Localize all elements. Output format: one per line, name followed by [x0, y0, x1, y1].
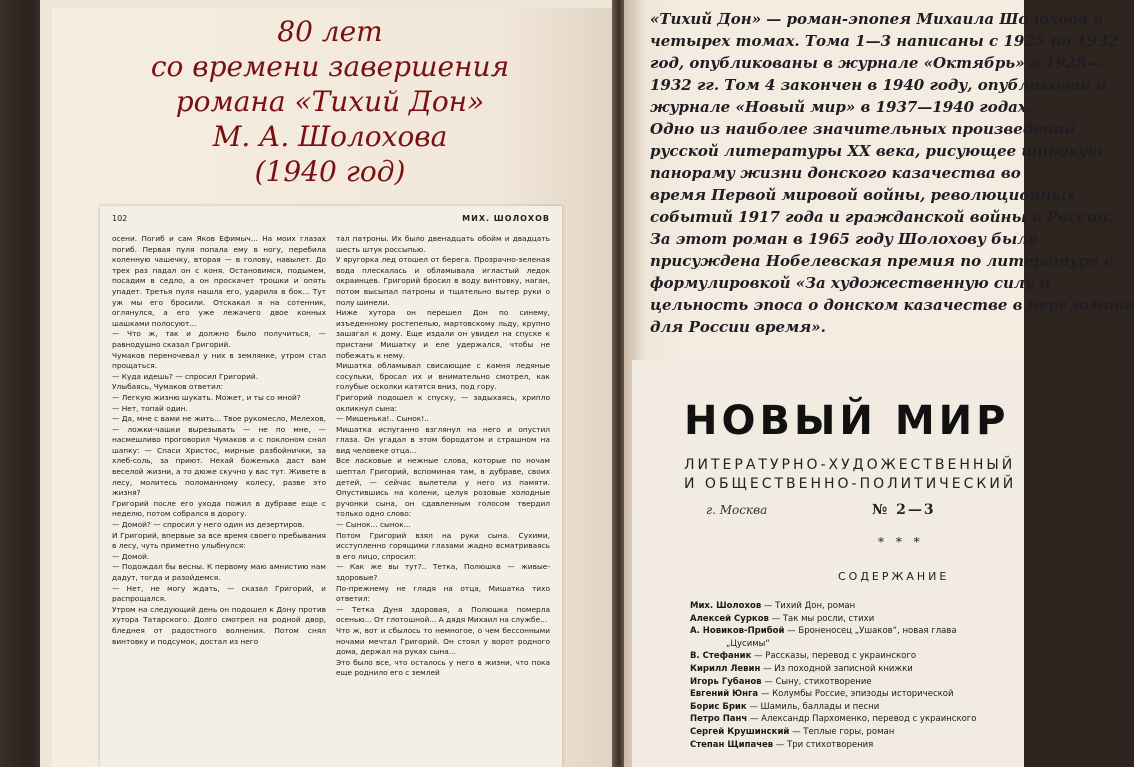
- toc-author: Сергей Крушинский: [690, 726, 790, 737]
- toc-row: [690, 688, 1024, 701]
- desc-line: для России время».: [650, 318, 826, 336]
- title-line: со времени завершения: [150, 50, 510, 83]
- desc-line: событий 1917 года и гражданской войны в России.: [650, 208, 1114, 226]
- toc-row: [690, 726, 1024, 739]
- toc-row: [690, 739, 1024, 752]
- text-column-left: осени. Погиб и сам Яков Ефимыч... На моих глазах погиб. Первая пуля попала ему в ногу, перебила коленную чашечку, вторая — в голову, навылет. До трех раз падал он с коня. Остановимся, подымем, посадим в седло, а он проскачет трошки и опять упадет. Третья пуля нашла его, ударила в бок... Тут уж мы его бросили. Отскакал я на сотенник, оглянулся, а его уже лежачего двое конных шашками полосуют... — Что ж, так и должно было получиться, — равнодушно сказал Григорий. Чумаков переночевал у них в землянке, утром стал прощаться. — Куда идешь? — спросил Григорий. Улыбаясь, Чумаков ответил: — Легкую жизню шукать. Может, и ты со мной? — Нет, топай один. — Да, мне с вами не жить... Твое рукомесло, Мелехов, — ложки-чашки вырезывать — не по мне, — насмешливо проговорил Чумаков и с поклоном снял шапку: — Спаси Христос, мирные разбойнички, за хлеб-соль, за приют. Нехай боженька даст вам веселой жизни, а то дюже скучно у вас тут. Живете в лесу, молитесь поломанному колесу, разве это жизня? Григорий после его ухода пожил в дубраве еще с неделю, потом собрался в дорогу. — Домой? — спросил у него один из дезертиров. И Григорий, впервые за все время своего пребывания в лесу, чуть приметно улыбнулся: — Домой. — Подождал бы весны. К первому маю амнистию нам дадут, тогда и разойдемся. — Нет, не могу ждать, — сказал Григорий, и распрощался. Утром на следующий день он подошел к Дону против хутора Татарского. Долго смотрел на родной двор, бледнея от радостного волнения. Потом снял винтовку и подсумок, достал из него: [112, 234, 326, 646]
- toc-work: „Цусимы“: [726, 638, 770, 649]
- magazine-issue: № 2—3: [872, 502, 936, 518]
- toc-row: [690, 625, 1024, 638]
- table-of-contents: [690, 600, 1024, 751]
- contents-heading: СОДЕРЖАНИЕ: [838, 570, 950, 583]
- toc-work: — Из походной записной книжки: [763, 663, 913, 674]
- desc-line: русской литературы XX века, рисующее широкую: [650, 142, 1103, 160]
- page-number: 102: [112, 214, 128, 223]
- toc-row: [690, 663, 1024, 676]
- toc-row: [690, 676, 1024, 689]
- toc-author: Мих. Шолохов: [690, 601, 762, 611]
- toc-author: Степан Щипачев: [690, 739, 774, 750]
- toc-work: — Тихий Дон, роман: [763, 601, 856, 611]
- slide-title: [120, 14, 540, 189]
- desc-line: год, опубликованы в журнале «Октябрь» в 1928—: [650, 54, 1102, 72]
- toc-work: — Три стихотворения: [775, 739, 874, 750]
- novel-page-scan: [100, 206, 562, 767]
- toc-work: — Так мы росли, стихи: [771, 613, 875, 624]
- toc-row: [690, 701, 1024, 714]
- desc-line: формулировкой «За художественную силу и: [650, 274, 1050, 292]
- subtitle-line: ЛИТЕРАТУРНО-ХУДОЖЕСТВЕННЫЙ: [684, 457, 1016, 473]
- toc-work: — Рассказы, перевод с украинского: [754, 651, 917, 662]
- toc-row: [690, 638, 1024, 651]
- desc-line: Одно из наиболее значительных произведений: [650, 120, 1076, 138]
- toc-work: — Броненосец „Ушаков“, новая глава: [787, 626, 957, 637]
- toc-work: — Шамиль, баллады и песни: [749, 701, 880, 712]
- toc-author: Евгений Юнга: [690, 689, 759, 700]
- text-column-right: тал патроны. Их было двенадцать обойм и двадцать шесть штук россыпью. У яругорка лед отошел от берега. Прозрачно-зеленая вода плескалась и обламывала игластый ледок окраинцев. Григорий бросил в воду винтовку, наган, потом высыпал патроны и тщательно вытер руки о полу шинели. Ниже хутора он перешел Дон по синему, изъеденному ростепелью, мартовскому льду, крупно зашагал к дому. Еще издали он увидел на спуске к пристани Мишатку и еле удержался, чтобы не побежать к нему. Мишатка обламывал свисающие с камня ледяные сосульки, бросал их и внимательно смотрел, как голубые осколки катятся вниз, под гору. Григорий подошел к спуску, — задыхаясь, хрипло окликнул сына: — Мишенька!.. Сынок!.. Мишатка испуганно взглянул на него и опустил глаза. Он угадал в этом бородатом и страшном на вид человеке отца... Все ласковые и нежные слова, которые по ночам шептал Григорий, вспоминая там, в дубраве, своих детей, — сейчас вылетели у него из памяти. Опустившись на колени, целуя розовые холодные ручонки сына, он сдавленным голосом твердил только одно слово: — Сынок... сынок... Потом Григорий взял на руки сына. Сухими, исступленно горящими глазами жадно всматриваясь в его лицо, спросил: — Как же вы тут?.. Тетка, Полюшка — живые-здоровые? По-прежнему не глядя на отца, Мишатка тихо ответил: — Тетка Дуня здоровая, а Полюшка померла осенью... От глотошной... А дядя Михаил на службе... Что ж, вот и сбылось то немногое, о чем бессонными ночами мечтал Григорий. Он стоял у ворот родного дома, держал на руках сына... Это было все, что осталось у него в жизни, что пока еще роднило его с землей: [336, 234, 550, 678]
- desc-line: присуждена Нобелевская премия по литературе с: [650, 252, 1114, 270]
- magazine-subtitle: [684, 456, 1016, 494]
- desc-line: время Первой мировой войны, революционных: [650, 186, 1076, 204]
- title-line: (1940 год): [254, 155, 406, 188]
- desc-line: журнале «Новый мир» в 1937—1940 годах.: [650, 98, 1033, 116]
- desc-line: 1932 гг. Том 4 закончен в 1940 году, опубликован в: [650, 76, 1107, 94]
- title-line: романа «Тихий Дон»: [175, 85, 485, 118]
- toc-author: В. Стефаник: [690, 651, 752, 662]
- description-text: [650, 8, 1134, 338]
- toc-row: [690, 600, 1024, 613]
- toc-author: Алексей Сурков: [690, 613, 769, 624]
- running-head: МИХ. ШОЛОХОВ: [462, 214, 550, 223]
- toc-row: [690, 713, 1024, 726]
- toc-row: [690, 613, 1024, 626]
- magazine-cover-scan: [632, 360, 1024, 767]
- toc-author: А. Новиков-Прибой: [690, 626, 785, 637]
- desc-line: панораму жизни донского казачества во: [650, 164, 1021, 182]
- desc-line: четырех томах. Тома 1—3 написаны с 1925 по 1932: [650, 32, 1119, 50]
- desc-line: цельность эпоса о донском казачестве в переломное: [650, 296, 1134, 314]
- title-line: 80 лет: [277, 15, 383, 48]
- toc-author: Петро Панч: [690, 714, 748, 725]
- toc-work: — Теплые горы, роман: [792, 726, 895, 737]
- desc-line: «Тихий Дон» — роман-эпопея Михаила Шолохова в: [650, 10, 1103, 28]
- toc-author: Кирилл Левин: [690, 663, 761, 674]
- title-line: М. А. Шолохова: [212, 120, 448, 153]
- toc-author: Борис Брик: [690, 701, 747, 712]
- toc-work: — Александр Пархоменко, перевод с украинского: [749, 714, 977, 725]
- subtitle-line: И ОБЩЕСТВЕННО-ПОЛИТИЧЕСКИЙ: [684, 476, 1017, 492]
- toc-author: Игорь Губанов: [690, 676, 762, 687]
- toc-work: — Сыну, стихотворение: [764, 676, 872, 687]
- stars-divider: * * *: [878, 535, 924, 549]
- toc-row: [690, 650, 1024, 663]
- magazine-title: НОВЫЙ МИР: [684, 398, 1010, 444]
- magazine-city: г. Москва: [706, 503, 768, 517]
- toc-work: — Колумбы Россие, эпизоды исторической: [760, 689, 954, 700]
- desc-line: За этот роман в 1965 году Шолохову была: [650, 230, 1038, 248]
